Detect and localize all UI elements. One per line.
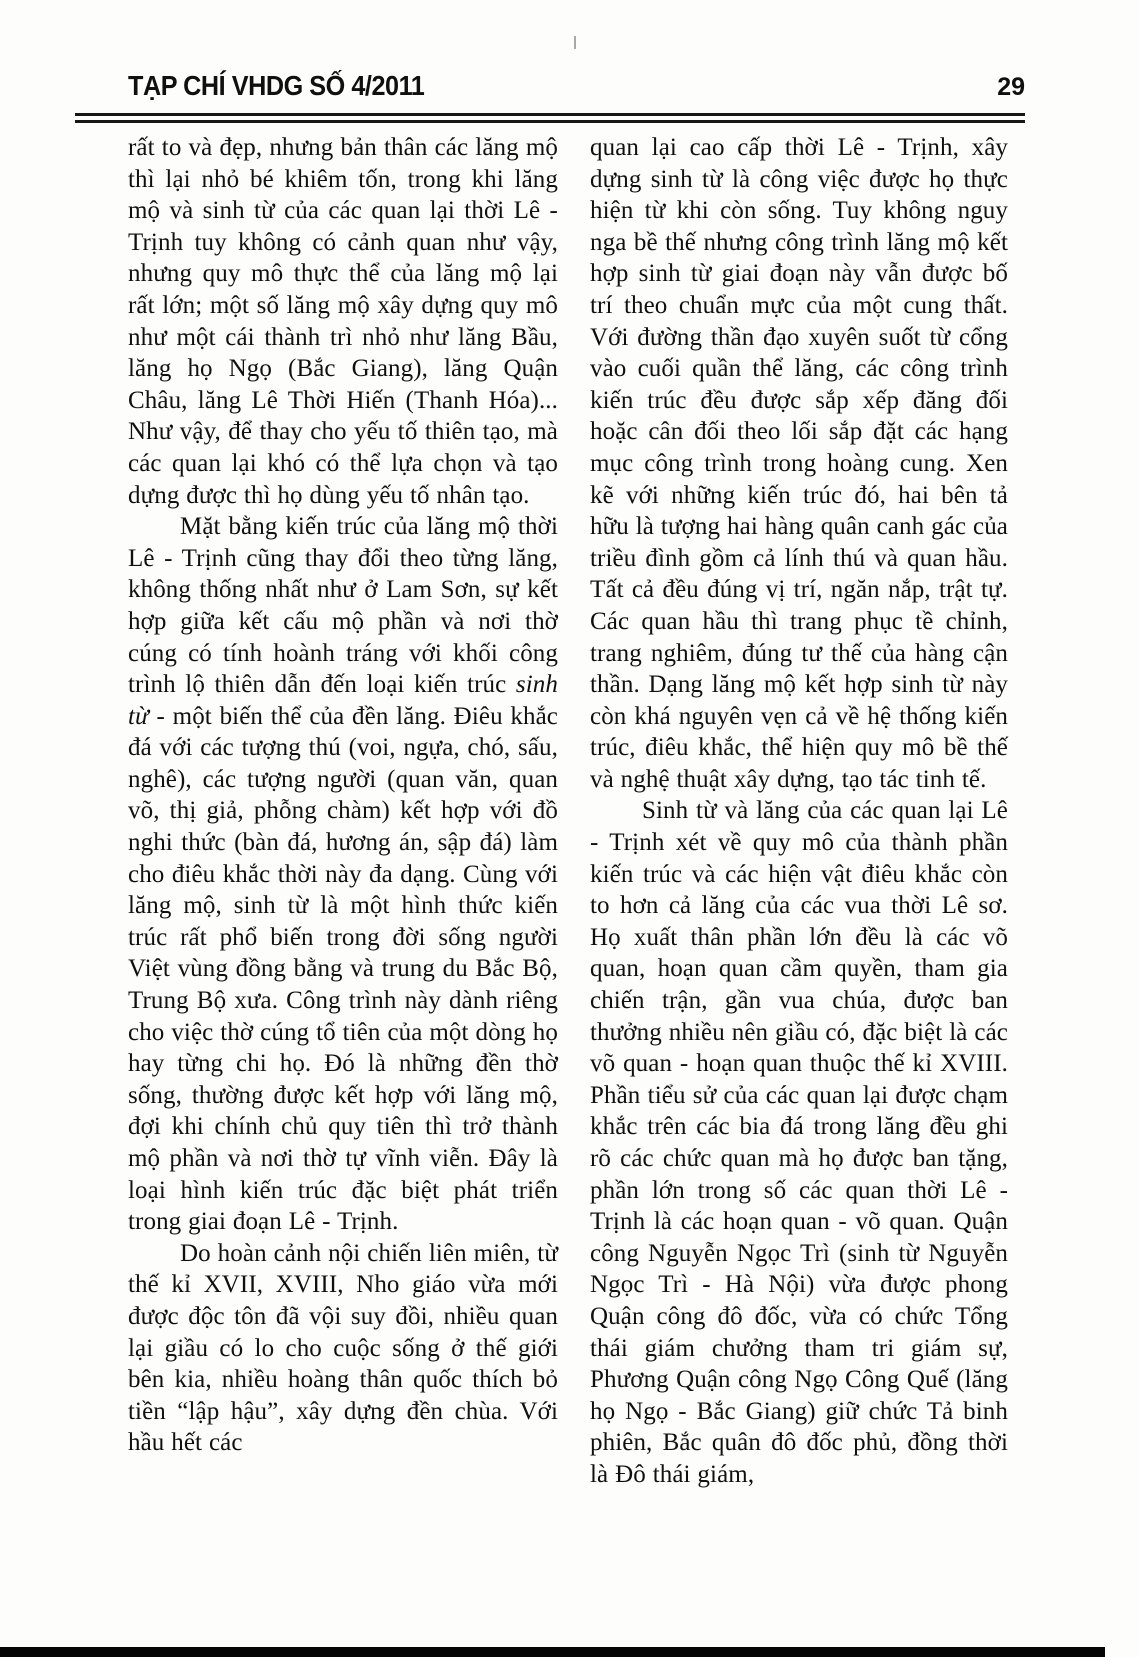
text-run: quan lại cao cấp thời Lê - Trịnh, xây dựng sinh từ là công việc được họ thực hiện từ khi còn sống. Tuy không nguy nga bề thế nhưng công trình lăng mộ kết hợp sinh từ giai đoạn này vẫn được bố trí theo chuẩn mực của một cung thất. Với đường thần đạo xuyên suốt từ cổng vào cuối quần thể lăng, các công trình kiến trúc đều được sắp xếp đăng đối hoặc cân đối theo lối sắp đặt các hạng mục công trình trong hoàng cung. Xen kẽ với những kiến trúc đó, hai bên tả hữu là tượng hai hàng quân canh gác của triều đình gồm cả lính thú và quan hầu. Tất cả đều đúng vị trí, ngăn nắp, trật tự. Các quan hầu thì trang phục tề chỉnh, trang nghiêm, đúng tư thế của hàng cận thần. Dạng lăng mộ kết hợp sinh từ này còn khá nguyên vẹn cả về hệ thống kiến trúc, điêu khắc, thể hiện quy mô bề thế và nghệ thuật xây dựng, tạo tác tinh tế. bbox=[590, 134, 1008, 793]
right-column bbox=[590, 132, 1008, 1491]
journal-title: TẠP CHÍ VHDG SỐ 4/2011 bbox=[128, 70, 425, 101]
text-run: Mặt bằng kiến trúc của lăng mộ thời Lê - Trịnh cũng thay đổi theo từng lăng, không thống nhất như ở Lam Sơn, sự kết hợp giữa kết cấu mộ phần và nơi thờ cúng có tính hoành tráng với khối công trình lộ thiên dẫn đến loại kiến trúc bbox=[128, 513, 558, 699]
paragraph bbox=[590, 132, 1008, 795]
scan-artifact-mark bbox=[574, 36, 576, 49]
text-run: Do hoàn cảnh nội chiến liên miên, từ thế kỉ XVII, XVIII, Nho giáo vừa mới được độc tôn đã vội suy đồi, nhiều quan lại giầu có lo cho cuộc sống ở thế giới bên kia, nhiều hoàng thân quốc thích bỏ tiền “lập hậu”, xây dựng đền chùa. Với hầu hết các bbox=[128, 1239, 558, 1457]
text-run: rất to và đẹp, nhưng bản thân các lăng mộ thì lại nhỏ bé khiêm tốn, trong khi lăng mộ và sinh từ của các quan lại thời Lê - Trịnh tuy không có cảnh quan như vậy, nhưng quy mô thực thể của lăng mộ lại rất lớn; một số lăng mộ xây dựng quy mô như một cái thành trì nhỏ như lăng Bầu, lăng họ Ngọ (Bắc Giang), lăng Quận Châu, lăng Lê Thời Hiến (Thanh Hóa)... Như vậy, để thay cho yếu tố thiên tạo, mà các quan lại khó có thể lựa chọn và tạo dựng được thì họ dùng yếu tố nhân tạo. bbox=[128, 134, 558, 509]
paragraph bbox=[128, 132, 558, 511]
article-body bbox=[128, 132, 1008, 1491]
paragraph bbox=[128, 1238, 558, 1459]
paragraph bbox=[590, 795, 1008, 1490]
text-run: - một biến thể của đền lăng. Điêu khắc đá với các tượng thú (voi, ngựa, chó, sấu, nghê), các tượng người (quan văn, quan võ, thị giả, phỗng chàm) kết hợp với đồ nghi thức (bàn đá, hương án, sập đá) làm cho điêu khắc thời này đa dạng. Cùng với lăng mộ, sinh từ là một hình thức kiến trúc rất phổ biến trong đời sống người Việt vùng đồng bằng và trung du Bắc Bộ, Trung Bộ xưa. Công trình này dành riêng cho việc thờ cúng tổ tiên của một dòng họ hay từng chi họ. Đó là những đền thờ sống, thường được kết hợp với lăng mộ, đợi khi chính chủ quy tiên thì trở thành mộ phần và nơi thờ tự vĩnh viễn. Đây là loại hình kiến trúc đặc biệt phát triển trong giai đoạn Lê - Trịnh. bbox=[128, 702, 558, 1236]
page-number: 29 bbox=[997, 73, 1025, 101]
left-column bbox=[128, 132, 558, 1491]
italic-term: sinh từ bbox=[128, 671, 558, 730]
scan-edge-bar bbox=[0, 1647, 1105, 1657]
header-rule bbox=[75, 113, 1025, 123]
paragraph bbox=[128, 511, 558, 1238]
text-run: Sinh từ và lăng của các quan lại Lê - Trịnh xét về quy mô của thành phần kiến trúc và các hiện vật điêu khắc còn to hơn cả lăng của các vua thời Lê sơ. Họ xuất thân phần lớn đều là các võ quan, hoạn quan cầm quyền, tham gia chiến trận, gần vua chúa, được ban thưởng nhiều nên giầu có, đặc biệt là các võ quan - hoạn quan thuộc thế kỉ XVIII. Phần tiểu sử của các quan lại được chạm khắc trên các bia đá trong lăng đều ghi rõ các chức quan mà họ được ban tặng, phần lớn trong số các quan thời Lê - Trịnh là các hoạn quan - võ quan. Quận công Nguyễn Ngọc Trì (sinh từ Nguyễn Ngọc Trì - Hà Nội) vừa được phong Quận công đô đốc, vừa có chức Tổng thái giám chưởng tham tri giám sự, Phương Quận công Ngọ Công Quế (lăng họ Ngọ - Bắc Giang) giữ chức Tả binh phiên, Bắc quân đô đốc phủ, đồng thời là Đô thái giám, bbox=[590, 797, 1008, 1488]
page-header bbox=[128, 70, 1025, 102]
